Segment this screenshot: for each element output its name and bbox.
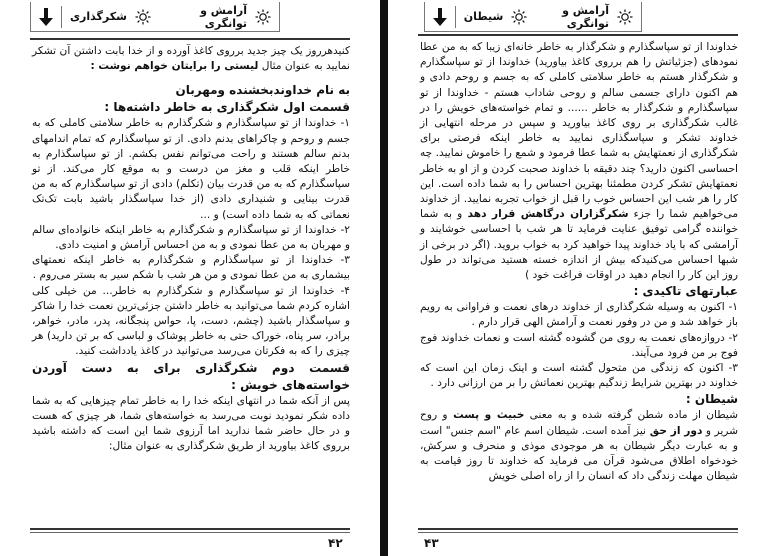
footer-rule-thin	[30, 532, 350, 533]
right-page-body	[420, 40, 738, 484]
body-text: ۱- خداوندا از تو سپاسگذارم و شکرگذارم به خاطر سلامتی کاملی که به جسم و روحم و چاکراهای بدنم دادی. از تو سپاسگذارم که تمام اندامهای بدنم سالم هستند و راحت می‌توانم نفس بکشم. از تو سپاسگذارم به خاطر اینکه قلب و مغز من درست و به موقع کار می‌کند. از تو سپاسگذارم که به من قدرت بیان (تکلم) دادی از تو سپاسگذارم که به من قدرت بینایی و شنیداری دادی (از خدا سپاسگذار باشید بابت تک‌تک نعماتی که به شما داده است) و ...	[31, 117, 350, 221]
body-text: خداوندا از تو سپاسگذارم و شکرگذار به خاطر خانه‌ای زیبا که به من عطا نمودهای (جزئیاتش را هم برروی کاغذ بیاورید) خداوندا از تو سپاسگذارم و شکرگذار هستم به خاطر سلامتی کاملی که به جسم و روحم دادی و هم اکنون دارای جسمی سالم و روحی شاداب هستم - خداوندا از تو سپاسگذارم و شکرگذار به خاطر ...... و تمام خواسته‌های خویش را در غالب شکرگذاری بر روی کاغذ بیاورید و سپس در مرحله انتهایی از خداوند تشکر و سپاسگذاری نمایید به خاطر اینکه فرصتی برای شکرگذاری از نعمتهایش به شما عطا فرمود و شمع را خاموش نمایید. چه احساسی اکنون دارید؟ چند دقیقه با خداوند صحبت کردن و از او به خاطر نعمتهایش تشکر کردن مطمئنا بهترین احساس را به شما داده است. این کار را هر شب این احساس خوب را قبل از خواب تجربه نمایید. از خداوند می‌خواهیم شما را جزء	[420, 41, 738, 221]
body-text: پس از آنکه شما در انتهای اینکه خدا را به خاطر تمام چیزهایی که به شما داده شکر نمودید نوبت می‌رسد به خواسته‌های شما، هر چیزی که هست و در حال حاضر شما ندارید اما آرزوی شما این است که داشته باشید برروی کاغذ بیاورید از طریق شکرگذاری به عنوان مثال:	[32, 394, 350, 453]
body-paragraph	[32, 394, 350, 455]
body-paragraph	[420, 331, 738, 361]
section-heading: قسمت دوم شکرگذاری برای به دست آوردن خواسته‌های خویش :	[32, 360, 350, 392]
body-paragraph	[32, 284, 350, 360]
section-heading: عبارتهای تاکیدی :	[633, 284, 738, 299]
body-text: ۳- اکنون که زندگی من متحول گشته است و اینک زمان این است که خداوند در بهترین شرایط زندگیم بهترین نعماتش را بر من ارزانی دارد .	[420, 362, 738, 390]
body-text: کنیدهرروز یک چیز جدید برروی کاغذ آورده و از خدا بابت داشتن آن تشکر نمایید به عنوان مثال	[32, 45, 350, 73]
body-paragraph	[32, 44, 350, 74]
header-title: آرامش و توانگری	[200, 3, 247, 30]
body-paragraph	[420, 300, 738, 330]
sun-icon	[135, 9, 151, 25]
body-text: نیز آمده است. شیطان اسم عام "اسم جنس" است و به عبارت دیگر شیطان به هر موجودی موذی و منحرف و سرکش، خودخواه اطلاق می‌شود قرآن می فرماید که خداوند تا روز قیامت به شیطان مهلت زندگی داد که انسان را از راه اصلی خویش	[420, 424, 738, 483]
body-paragraph	[32, 116, 350, 222]
header-rule	[418, 34, 738, 36]
arrow-down-icon	[39, 7, 53, 27]
body-text: ۲- خداوندا از تو سپاسگذارم و شکرگذارم به خاطر اینکه خانواده‌ای سالم و مهربان به من عطا نمودی و به من احساس آرامش و امنیت دادی.	[32, 223, 350, 252]
body-text: ۱- اکنون به وسیله شکرگذاری از خداوند درهای نعمت و فراوانی به رویم باز خواهد شد و من در وفور نعمت و آرامش الهی قرار دارم .	[420, 301, 738, 329]
arrow-down-icon	[433, 7, 447, 27]
right-page	[388, 0, 768, 556]
body-text: ۴- خداوندا از تو سپاسگذارم و شکرگذارم به خاطر... من خیلی کلی اشاره کردم شما می‌توانید به خاطر داشتن جزئی‌ترین نعمت خدا را شاکر و سپاسگذار باشید (چشم، دست، پا، حواس پنجگانه، پدر، مادر، خواهر، برادر، سر پناه، خوراک حتی به خاطر پوشاک و لباسی که بر تن دارید) هر چیزی را که به فکرتان می‌رسد می‌توانید در کاغذ یادداشت کنید.	[32, 284, 350, 358]
body-text: و به شما خواننده گرامی توفیق عنایت فرماید تا هر شب با احساسی خوشایند و آرامشی که با یاد خداوند پیدا خواهید کرد به خواب بروید. (اگر در برخی از شبها احساس می‌کنیدکه بیش از اندازه خسته هستید می‌تواند در طول روز این کار را انجام دهید در اوقات فراغت خود )	[420, 208, 738, 282]
body-text: و روح شریر و	[420, 409, 738, 437]
left-page-body	[32, 44, 350, 454]
footer-rule	[30, 528, 350, 530]
header-divider	[455, 6, 456, 28]
header-rule	[30, 38, 350, 40]
section-heading: شیطان :	[685, 392, 738, 407]
header-section: شیطان	[463, 10, 504, 23]
section-heading: به نام خداوندبخشنده ومهربان	[175, 83, 350, 98]
emphasis-text: دور از حق	[645, 424, 703, 437]
body-paragraph	[420, 40, 738, 283]
left-page-header	[30, 2, 280, 32]
book-gutter	[380, 0, 388, 556]
section-heading: قسمت اول شکرگذاری به خاطر داشته‌ها :	[104, 100, 350, 115]
paragraph-gap	[32, 74, 350, 82]
body-paragraph	[32, 253, 350, 283]
footer-rule-thin	[418, 532, 738, 533]
body-text: ۲- دروازه‌های نعمت به روی من گشوده گشته است و نعمات خداوند فوج فوج بر من فرود می‌آیند.	[420, 331, 738, 359]
body-text: ۳- خداوندا از تو سپاسگذارم و شکرگذارم به خاطر اینکه نعمتهای بیشماری به من عطا نمودی و من هر شب با شکم سیر به بستر می‌روم .	[32, 254, 350, 282]
sun-icon	[255, 9, 271, 25]
sun-icon	[617, 9, 633, 25]
page-number: ۴۳	[424, 536, 439, 550]
body-paragraph	[420, 408, 738, 484]
emphasis-text: شکرگزاران درگاهش قرار دهد	[462, 208, 629, 221]
body-paragraph	[420, 361, 738, 391]
left-page	[0, 0, 380, 556]
header-section: شکرگذاری	[69, 10, 127, 23]
header-divider	[61, 6, 62, 28]
body-text: شیطان از ماده شطن گرفته شده و به معنی	[524, 409, 738, 422]
page-number: ۴۲	[328, 536, 343, 550]
emphasis-text: خبیث و پست	[447, 409, 525, 422]
right-page-header	[424, 2, 642, 32]
footer-rule	[418, 528, 738, 530]
body-paragraph	[32, 223, 350, 253]
sun-icon	[511, 9, 527, 25]
emphasis-text: لیستی را برایتان خواهم نوشت :	[90, 60, 259, 73]
header-title: آرامش و توانگری	[562, 3, 609, 30]
